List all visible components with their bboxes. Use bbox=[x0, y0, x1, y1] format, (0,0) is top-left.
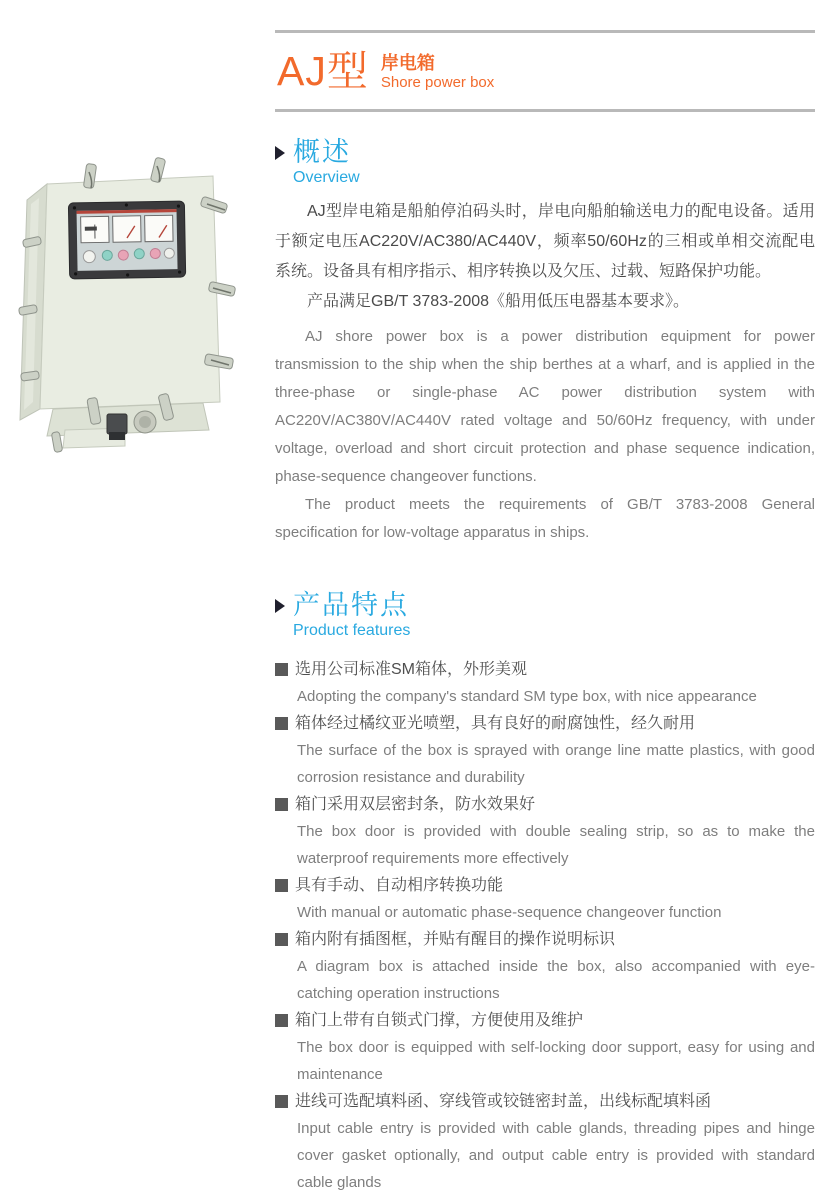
overview-text-cn bbox=[275, 197, 815, 317]
section-heading-overview bbox=[275, 138, 815, 188]
divider bbox=[275, 109, 815, 112]
paragraph: AJ型岸电箱是船舶停泊码头时，岸电向船舶输送电力的配电设备。适用于额定电压AC220V/AC380/AC440V，频率50/60Hz的三相或单相交流配电系统。设备具有相序指示、相序转换以及欠压、过载、短路保护功能。 bbox=[275, 197, 815, 287]
feature-item bbox=[275, 656, 815, 710]
feature-item bbox=[275, 1007, 815, 1088]
model-name: AJ型 bbox=[277, 51, 369, 92]
bullet-square-icon bbox=[275, 717, 288, 730]
feature-en: Input cable entry is provided with cable glands, threading pipes and hinge cover gasket optionally, and output cable entry is provided with standard cable glands bbox=[297, 1115, 815, 1196]
section-heading-features bbox=[275, 591, 815, 641]
page-title bbox=[275, 33, 815, 109]
feature-cn: 箱门上带有自锁式门撑，方便使用及维护 bbox=[295, 1007, 583, 1034]
features-list bbox=[275, 656, 815, 1196]
feature-item bbox=[275, 872, 815, 926]
feature-cn: 箱门采用双层密封条，防水效果好 bbox=[295, 791, 535, 818]
feature-item bbox=[275, 926, 815, 1007]
overview-title-en: Overview bbox=[293, 168, 360, 189]
feature-item bbox=[275, 791, 815, 872]
feature-cn: 进线可选配填料函、穿线管或铰链密封盖，出线标配填料函 bbox=[295, 1088, 711, 1115]
overview-title-cn: 概述 bbox=[293, 138, 360, 168]
bullet-square-icon bbox=[275, 879, 288, 892]
feature-en: Adopting the company's standard SM type box, with nice appearance bbox=[297, 683, 815, 710]
paragraph: The product meets the requirements of GB/T 3783-2008 General specification for low-voltage apparatus in ships. bbox=[275, 491, 815, 547]
main-column bbox=[275, 0, 815, 1196]
section-arrow-icon bbox=[275, 599, 285, 613]
product-photo bbox=[5, 146, 257, 458]
shore-power-box-illustration bbox=[5, 146, 257, 458]
overview-text-en bbox=[275, 323, 815, 547]
features-title-en: Product features bbox=[293, 621, 410, 642]
features-title-cn: 产品特点 bbox=[293, 591, 410, 621]
paragraph: 产品满足GB/T 3783-2008《船用低压电器基本要求》。 bbox=[275, 287, 815, 317]
bullet-square-icon bbox=[275, 663, 288, 676]
feature-cn: 选用公司标准SM箱体，外形美观 bbox=[295, 656, 527, 683]
feature-en: The box door is provided with double sealing strip, so as to make the waterproof requirements more effectively bbox=[297, 818, 815, 872]
section-arrow-icon bbox=[275, 146, 285, 160]
product-name-en: Shore power box bbox=[381, 74, 494, 91]
feature-en: With manual or automatic phase-sequence changeover function bbox=[297, 899, 815, 926]
feature-cn: 箱体经过橘纹亚光喷塑，具有良好的耐腐蚀性，经久耐用 bbox=[295, 710, 695, 737]
bullet-square-icon bbox=[275, 1014, 288, 1027]
feature-item bbox=[275, 1088, 815, 1196]
feature-cn: 具有手动、自动相序转换功能 bbox=[295, 872, 503, 899]
bullet-square-icon bbox=[275, 1095, 288, 1108]
feature-en: The box door is equipped with self-locking door support, easy for using and maintenance bbox=[297, 1034, 815, 1088]
bullet-square-icon bbox=[275, 933, 288, 946]
feature-en: A diagram box is attached inside the box, also accompanied with eye-catching operation instructions bbox=[297, 953, 815, 1007]
bullet-square-icon bbox=[275, 798, 288, 811]
feature-cn: 箱内附有插图框，并贴有醒目的操作说明标识 bbox=[295, 926, 615, 953]
feature-en: The surface of the box is sprayed with orange line matte plastics, with good corrosion resistance and durability bbox=[297, 737, 815, 791]
product-name-cn: 岸电箱 bbox=[381, 53, 494, 74]
paragraph: AJ shore power box is a power distribution equipment for power transmission to the ship when the ship berthes at a wharf, and is applied in the three-phase or single-phase AC power distribution system with AC220V/AC380V/AC440V rated voltage and 50/60Hz frequency, with under voltage, overload and short circuit protection and phase sequence indication, phase-sequence changeover functions. bbox=[275, 323, 815, 491]
feature-item bbox=[275, 710, 815, 791]
